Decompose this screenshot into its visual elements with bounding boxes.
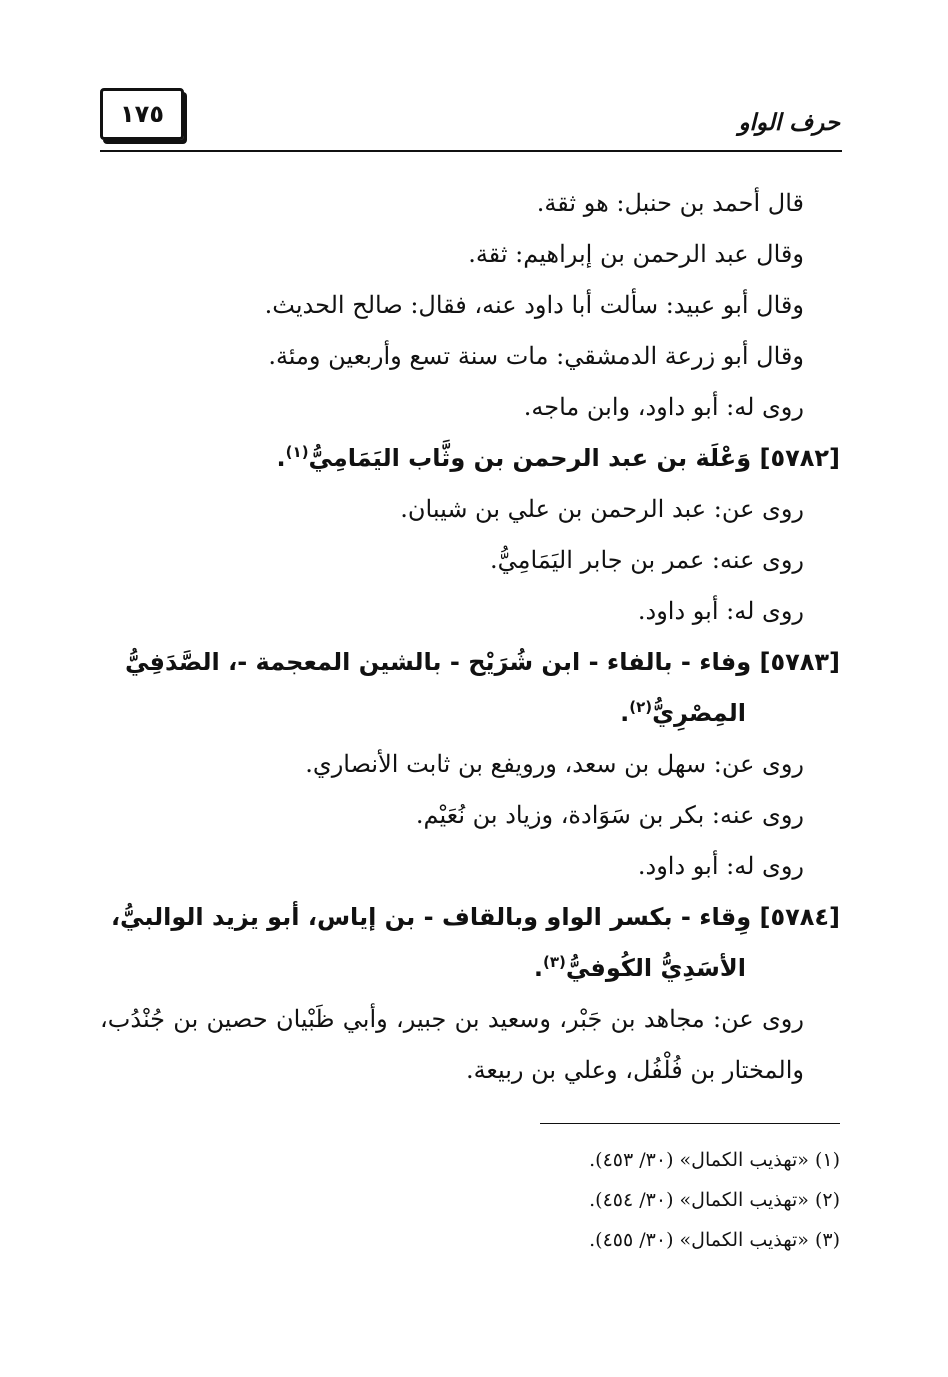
- footnote-rule: [540, 1123, 840, 1124]
- entry-heading-5784: [100, 892, 840, 994]
- entry-line: روى له: أبو داود.: [637, 852, 804, 880]
- entry-line: روى له: أبو داود.: [637, 597, 804, 625]
- heading-cont-text: المِصْرِيُّ: [652, 699, 746, 727]
- footnote-3: (٣) «تهذيب الكمال» (٣٠/ ٤٥٥).: [589, 1229, 840, 1251]
- entry-heading-text: [٥٧٨٣] وفاء - بالفاء - ابن شُرَيْح - بالشين المعجمة -، الصَّدَفِيُّ: [125, 648, 840, 676]
- paragraph-line: وقال أبو عبيد: سألت أبا داود عنه، فقال: صالح الحديث.: [264, 291, 804, 319]
- entry-heading-5783: [100, 637, 840, 739]
- entry-line: روى عنه: بكر بن سَوَادة، وزياد بن نُعَيْم.: [415, 801, 804, 829]
- body-text: [100, 178, 840, 1096]
- entry-heading-continuation: [100, 688, 840, 739]
- page-number-box: [100, 88, 184, 140]
- heading-end: .: [276, 444, 286, 472]
- footnotes: [100, 1140, 840, 1260]
- paragraph-line: وقال أبو زرعة الدمشقي: مات سنة تسع وأربعين ومئة.: [268, 342, 804, 370]
- entry-line: روى عن: عبد الرحمن بن علي بن شيبان.: [400, 495, 804, 523]
- paragraph-line: روى له: أبو داود، وابن ماجه.: [523, 393, 804, 421]
- page-number: ١٧٥: [120, 100, 164, 128]
- footnote-2: (٢) «تهذيب الكمال» (٣٠/ ٤٥٤).: [589, 1189, 840, 1211]
- footnote-ref: (٢): [629, 698, 653, 716]
- entry-line: روى عن: سهل بن سعد، ورويفع بن ثابت الأنصاري.: [305, 750, 804, 778]
- paragraph-line: وقال عبد الرحمن بن إبراهيم: ثقة.: [468, 240, 804, 268]
- entry-line: روى عنه: عمر بن جابر اليَمَامِيُّ.: [490, 546, 804, 574]
- entry-line: روى عن: مجاهد بن جَبْر، وسعيد بن جبير، وأبي ظَبْيان حصين بن جُنْدُب، والمختار بن فُلْفُل، وعلي بن ربيعة.: [100, 1005, 804, 1084]
- heading-end: .: [620, 699, 630, 727]
- header-rule: [100, 150, 842, 152]
- paragraph-line: قال أحمد بن حنبل: هو ثقة.: [536, 189, 804, 217]
- heading-end: .: [533, 954, 543, 982]
- entry-heading-text: [٥٧٨٢] وَعْلَة بن عبد الرحمن بن وثَّاب اليَمَامِيُّ: [308, 444, 840, 472]
- footnote-ref: (١): [285, 443, 309, 461]
- entry-heading-continuation: [100, 943, 840, 994]
- running-title: حرف الواو: [738, 110, 840, 136]
- page-header: [100, 88, 842, 154]
- footnote-1: (١) «تهذيب الكمال» (٣٠/ ٤٥٣).: [589, 1149, 840, 1171]
- entry-heading-5782: [100, 433, 840, 484]
- heading-cont-text: الأسَدِيُّ الكُوفيُّ: [565, 954, 746, 982]
- footnote-ref: (٣): [542, 953, 566, 971]
- entry-heading-text: [٥٧٨٤] وِقاء - بكسر الواو وبالقاف - بن إياس، أبو يزيد الوالبيُّ،: [110, 903, 840, 931]
